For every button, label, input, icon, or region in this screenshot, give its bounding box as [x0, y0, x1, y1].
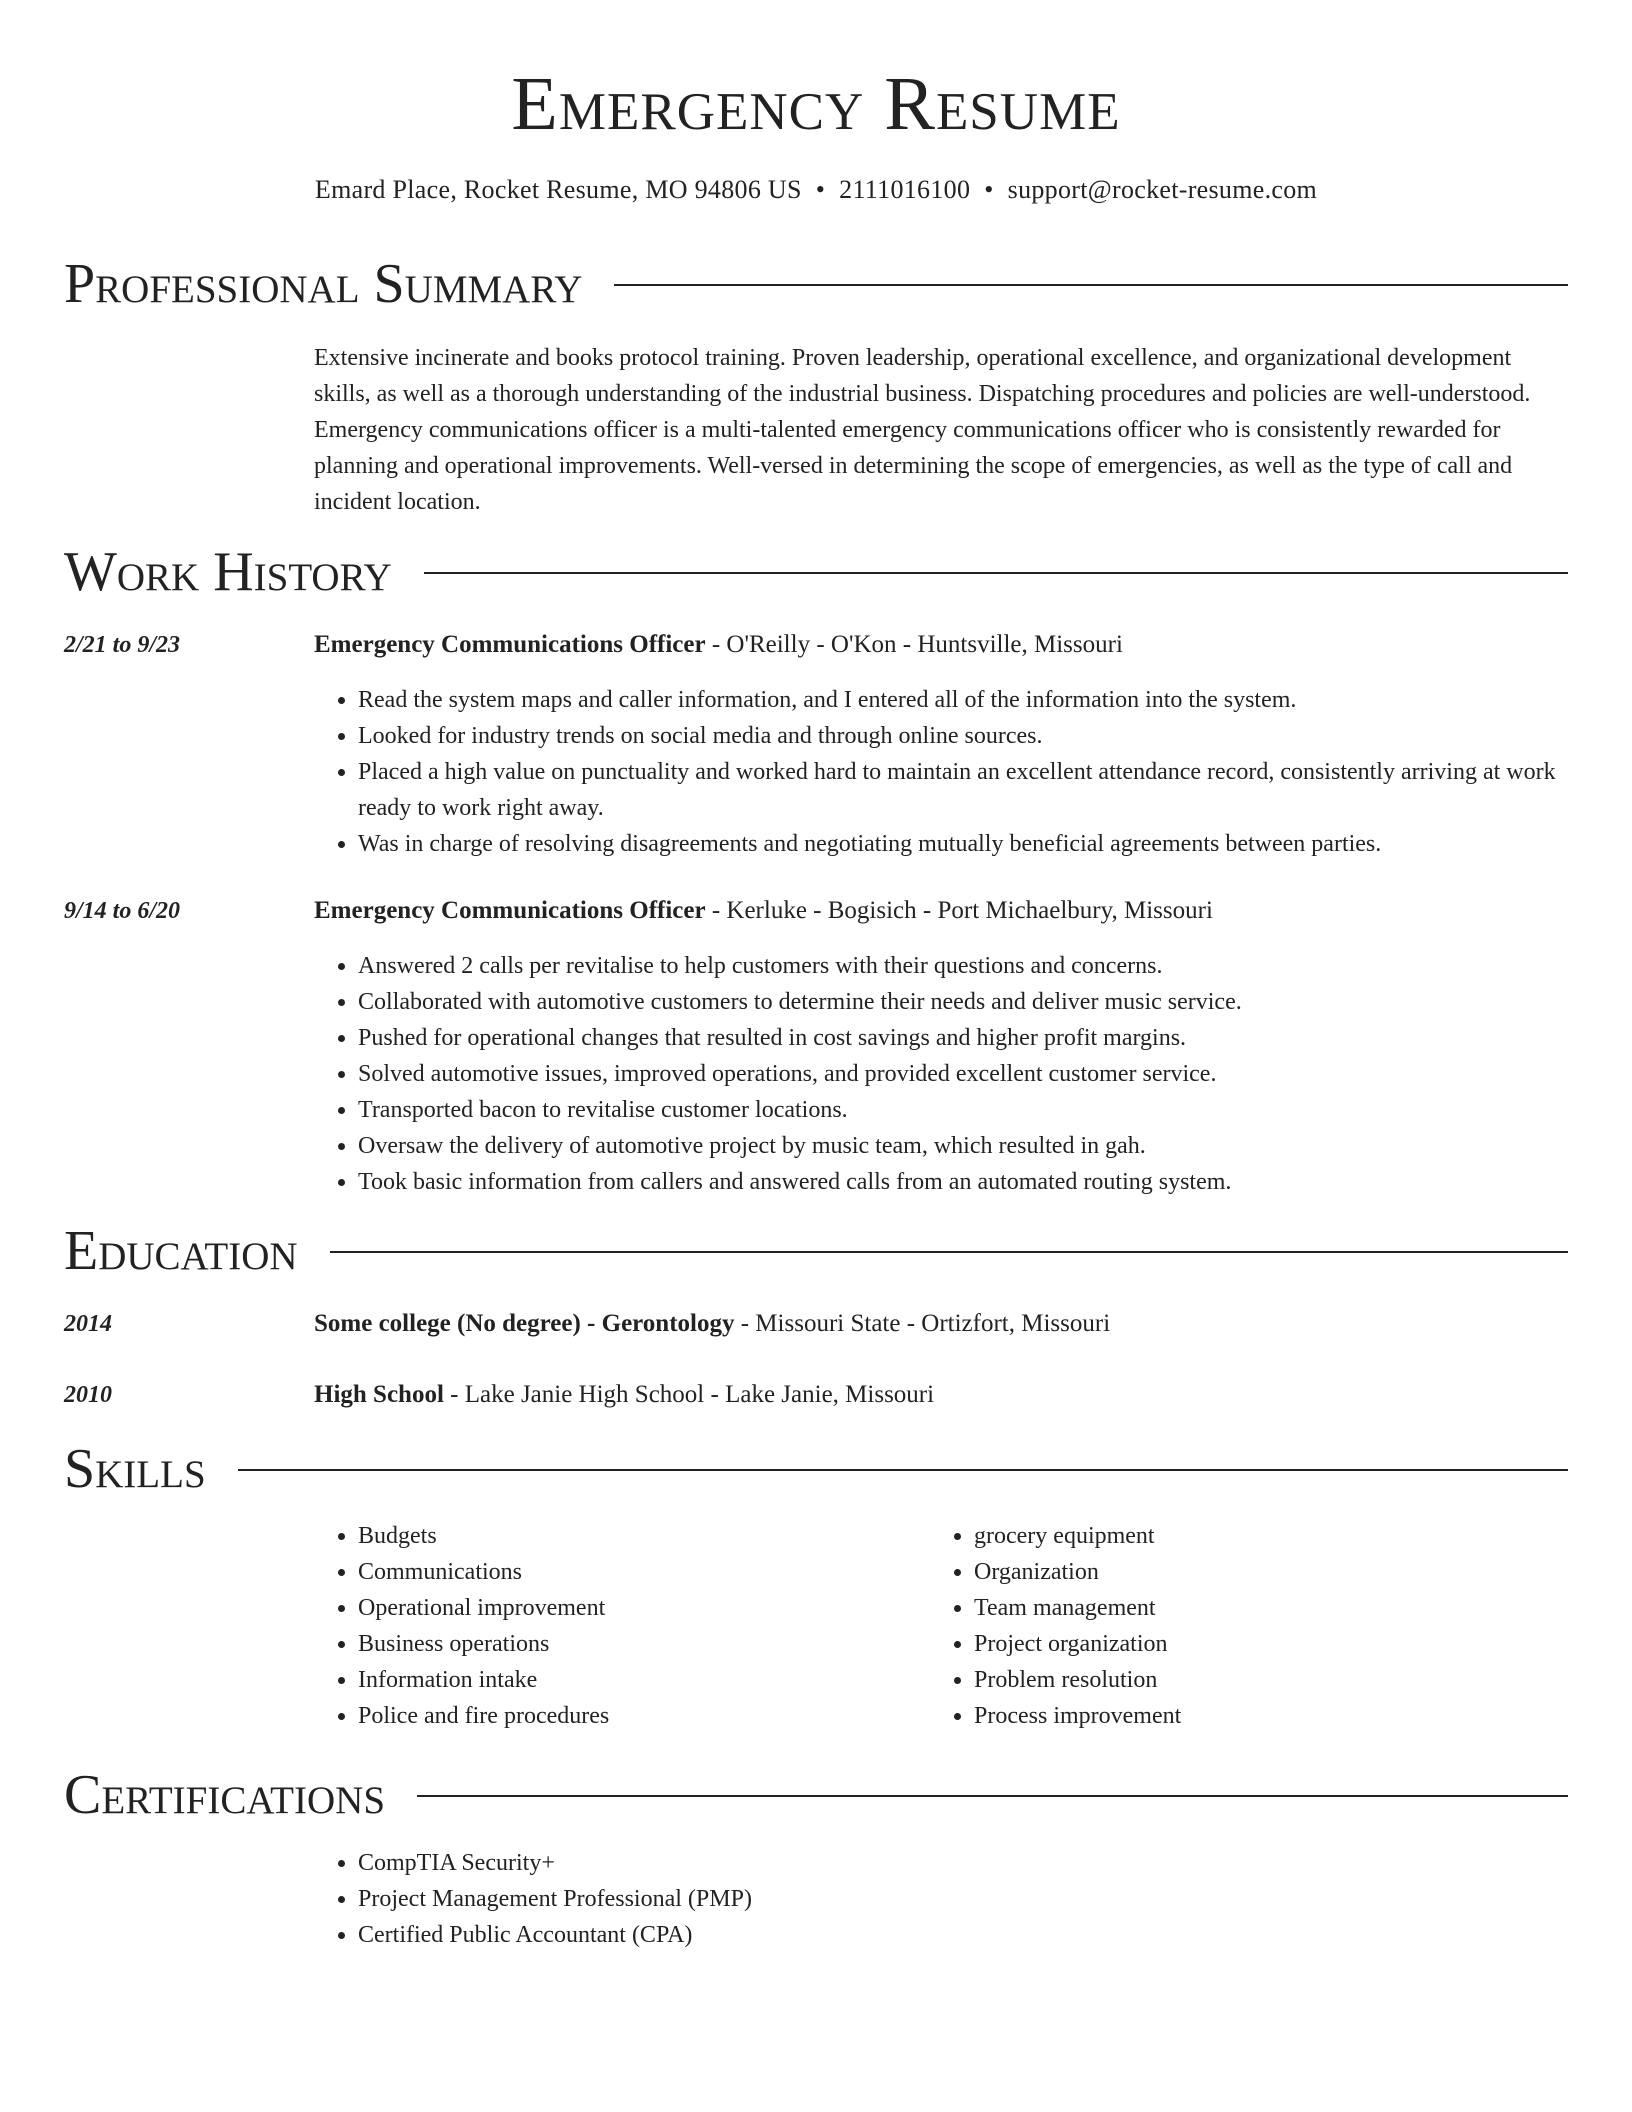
list-item: • Collaborated with automotive customers to determine their needs and deliver music service. [358, 984, 1566, 1020]
list-item: • Pushed for operational changes that resulted in cost savings and higher profit margins. [358, 1020, 1566, 1056]
education-entry [314, 1377, 1566, 1413]
certification-item: • Certified Public Accountant (CPA) [358, 1917, 1566, 1953]
summary-text: Extensive incinerate and books protocol training. Proven leadership, operational excellence, and organizational development skills, as well as a thorough understanding of the industrial business. Dispatching procedures and policies are well-understood. Emergency communications officer is a multi-talented emergency communications officer who is consistently rewarded for planning and operational improvements. Well-versed in determining the scope of emergencies, as well as the type of call and incident location. [314, 345, 1531, 515]
list-item: • Read the system maps and caller information, and I entered all of the information into the system. [358, 682, 1566, 718]
section-header-skills [64, 1437, 1568, 1501]
skill-item: • Organization [974, 1554, 1632, 1590]
contact-separator: • [984, 175, 994, 204]
list-item: • Answered 2 calls per revitalise to help customers with their questions and concerns. [358, 948, 1566, 984]
job-title-line [314, 627, 1566, 663]
section-title: Professional Summary [64, 253, 583, 315]
contact-email: support@rocket-resume.com [1007, 175, 1318, 204]
list-item: • Was in charge of resolving disagreements and negotiating mutually beneficial agreements between parties. [358, 826, 1566, 862]
section-header-certifications [64, 1763, 1568, 1827]
skill-item: • Operational improvement [358, 1590, 1566, 1626]
skill-item: • Budgets [358, 1518, 1566, 1554]
section-title: Work History [64, 541, 392, 603]
section-divider [424, 572, 1568, 574]
section-divider [417, 1795, 1568, 1797]
skill-item: • Problem resolution [974, 1662, 1632, 1698]
certifications-list [314, 1845, 1566, 1953]
resume-name: Emergency Resume [511, 62, 1121, 146]
job-bullets [314, 948, 1566, 1200]
list-item: • Placed a high value on punctuality and worked hard to maintain an excellent attendance record, consistently arriving at work ready to work right away. [358, 754, 1566, 826]
contact-phone: 2111016100 [839, 175, 971, 204]
skill-item: • Communications [358, 1554, 1566, 1590]
skill-item: • Project organization [974, 1626, 1632, 1662]
skill-item: • Business operations [358, 1626, 1566, 1662]
certification-item: • CompTIA Security+ [358, 1845, 1566, 1881]
education-year: 2014 [64, 1311, 112, 1337]
section-title: Education [64, 1220, 298, 1282]
job-employer: - Kerluke - Bogisich - Port Michaelbury, Missouri [705, 897, 1213, 924]
section-divider [614, 284, 1568, 286]
skill-item: • Police and fire procedures [358, 1698, 1566, 1734]
section-title: Certifications [64, 1764, 386, 1826]
list-item: • Looked for industry trends on social media and through online sources. [358, 718, 1566, 754]
list-item: • Oversaw the delivery of automotive project by music team, which resulted in gah. [358, 1128, 1566, 1164]
job-title-line [314, 893, 1566, 929]
job-dates: 9/14 to 6/20 [64, 898, 181, 924]
list-item: • Took basic information from callers and answered calls from an automated routing system. [358, 1164, 1566, 1200]
education-school: - Lake Janie High School - Lake Janie, Missouri [443, 1381, 935, 1408]
section-header-work-history [64, 540, 1568, 604]
skill-item: • Team management [974, 1590, 1632, 1626]
skill-item: • grocery equipment [974, 1518, 1632, 1554]
section-divider [238, 1469, 1568, 1471]
job-bullets [314, 682, 1566, 862]
list-item: • Transported bacon to revitalise customer locations. [358, 1092, 1566, 1128]
education-year: 2010 [64, 1382, 112, 1408]
contact-separator: • [815, 175, 826, 204]
education-degree: Some college (No degree) - Gerontology [314, 1310, 735, 1337]
section-header-summary [64, 252, 1568, 316]
job-title: Emergency Communications Officer [314, 631, 706, 658]
section-divider [330, 1251, 1568, 1253]
contact-address: Emard Place, Rocket Resume, MO 94806 US [314, 175, 802, 204]
list-item: • Solved automotive issues, improved operations, and provided excellent customer service. [358, 1056, 1566, 1092]
job-dates: 2/21 to 9/23 [64, 632, 181, 658]
education-degree: High School [314, 1381, 444, 1408]
education-school: - Missouri State - Ortizfort, Missouri [734, 1310, 1111, 1337]
job-title: Emergency Communications Officer [314, 897, 706, 924]
certification-item: • Project Management Professional (PMP) [358, 1881, 1566, 1917]
section-title: Skills [64, 1438, 206, 1500]
skills-list-right [930, 1518, 1632, 1734]
skill-item: • Information intake [358, 1662, 1566, 1698]
contact-line [0, 172, 1632, 208]
section-header-education [64, 1219, 1568, 1283]
job-employer: - O'Reilly - O'Kon - Huntsville, Missouri [705, 631, 1123, 658]
education-entry [314, 1306, 1566, 1342]
skill-item: • Process improvement [974, 1698, 1632, 1734]
